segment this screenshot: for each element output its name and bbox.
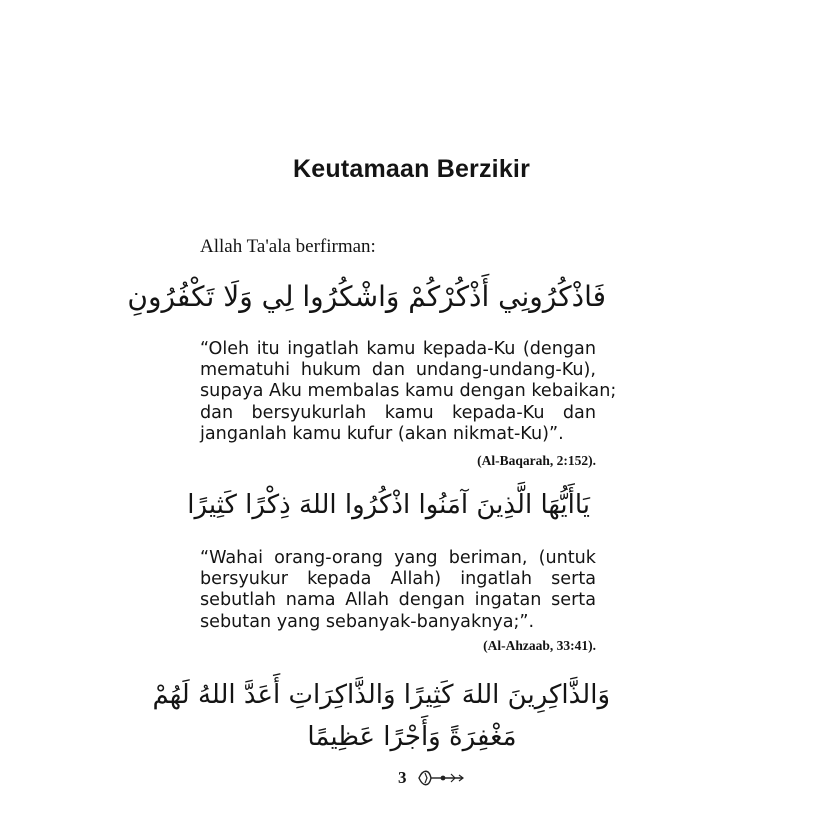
page-footer — [398, 766, 467, 790]
page-number: 3 — [398, 768, 407, 787]
verse-reference-2: (Al-Ahzaab, 33:41). — [483, 638, 596, 653]
intro-text: Allah Ta'ala berfirman: — [200, 236, 376, 257]
arabic-verse-2: يَاأَيُّهَا الَّذِينَ آمَنُوا اذْكُرُوا اللهَ ذِكْرًا كَثِيرًا — [187, 490, 590, 520]
translation-line: bersyukur kepada Allah) ingatlah serta — [200, 569, 596, 590]
arabic-verse-3-line-2: مَغْفِرَةً وَأَجْرًا عَظِيمًا — [307, 722, 517, 752]
ornament-icon — [415, 767, 467, 789]
translation-line: mematuhi hukum dan undang-undang-Ku), — [200, 360, 596, 381]
page-title: Keutamaan Berzikir — [292, 155, 531, 183]
verse-reference-1: (Al-Baqarah, 2:152). — [477, 453, 596, 468]
translation-line: “Wahai orang-orang yang beriman, (untuk — [200, 548, 596, 568]
translation-line: janganlah kamu kufur (akan nikmat-Ku)”. — [200, 423, 564, 444]
translation-line: supaya Aku membalas kamu dengan kebaikan; — [200, 381, 617, 402]
arabic-verse-1: فَاذْكُرُونِي أَذْكُرْكُمْ وَاشْكُرُوا لِي وَلَا تَكْفُرُونِ — [127, 280, 606, 313]
translation-line: “Oleh itu ingatlah kamu kepada-Ku (dengan — [200, 339, 596, 359]
translation-line: sebutan yang sebanyak-banyaknya;”. — [200, 611, 535, 632]
translation-paragraph-1 — [200, 339, 617, 445]
translation-paragraph-2 — [200, 548, 596, 633]
translation-line: sebutlah nama Allah dengan ingatan serta — [200, 590, 596, 611]
arabic-verse-3-line-1: وَالذَّاكِرِينَ اللهَ كَثِيرًا وَالذَّاكِرَاتِ أَعَدَّ اللهُ لَهُمْ — [152, 680, 610, 710]
translation-line: dan bersyukurlah kamu kepada-Ku dan — [200, 402, 596, 423]
